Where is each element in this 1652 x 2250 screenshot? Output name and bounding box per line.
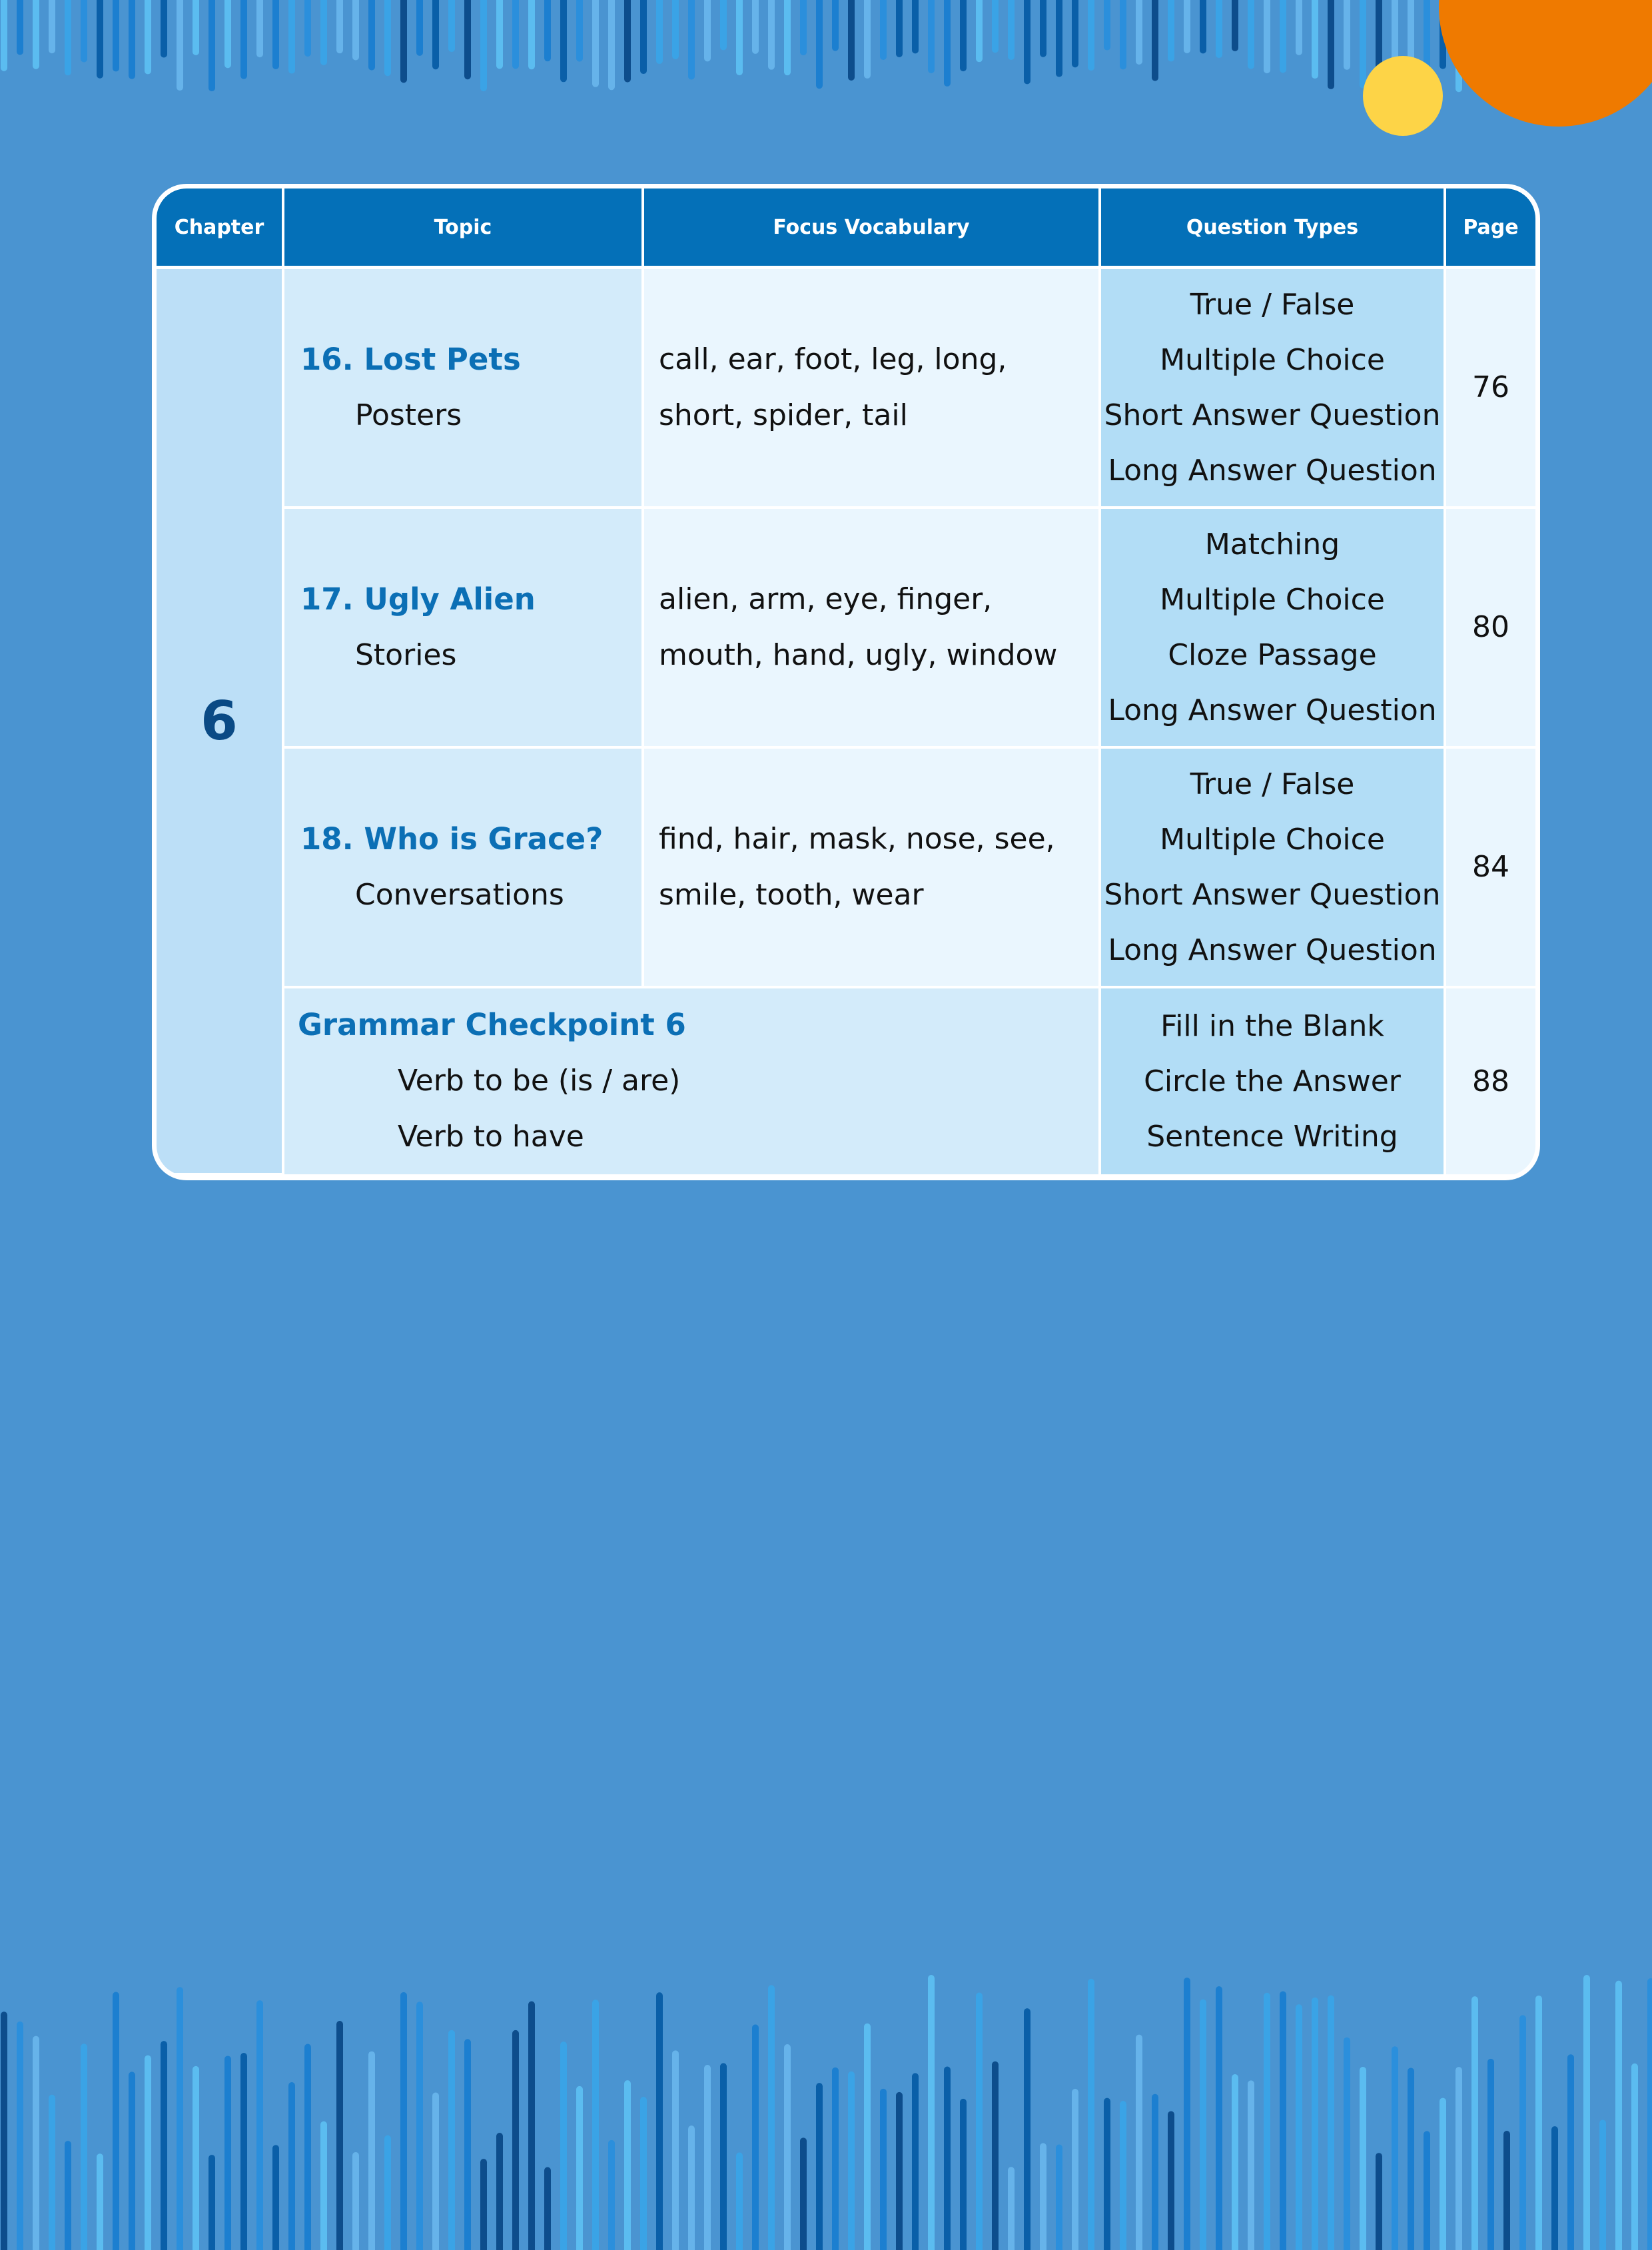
question-type: Sentence Writing <box>1146 1119 1398 1154</box>
question-type: True / False <box>1190 287 1355 322</box>
question-type: Long Answer Question <box>1108 693 1437 727</box>
header-chapter: Chapter <box>157 188 283 268</box>
question-type: True / False <box>1190 767 1355 801</box>
question-type: Circle the Answer <box>1144 1064 1401 1098</box>
page-number: 84 <box>1445 747 1535 987</box>
grammar-title: Grammar Checkpoint 6 <box>298 1007 686 1043</box>
question-types-cell <box>1100 747 1445 987</box>
topic-cell <box>283 508 643 747</box>
question-type: Multiple Choice <box>1160 582 1385 617</box>
question-types-cell <box>1100 268 1445 508</box>
topic-subtitle: Stories <box>355 637 457 672</box>
vocabulary-cell: find, hair, mask, nose, see, smile, tooth, wear <box>643 747 1100 987</box>
vocabulary-cell: call, ear, foot, leg, long, short, spider, tail <box>643 268 1100 508</box>
header-topic: Topic <box>283 188 643 268</box>
topic-title: 17. Ugly Alien <box>300 581 536 617</box>
question-types-cell <box>1100 508 1445 747</box>
question-type: Matching <box>1204 527 1340 562</box>
header-question-types: Question Types <box>1100 188 1445 268</box>
question-type: Short Answer Question <box>1104 877 1441 912</box>
question-type: Long Answer Question <box>1108 933 1437 967</box>
vocabulary-cell: alien, arm, eye, finger, mouth, hand, ugly, window <box>643 508 1100 747</box>
table-row <box>157 747 1535 987</box>
header-row <box>157 188 1535 268</box>
bottom-stripes-decoration <box>0 1952 1652 2250</box>
contents-table-card <box>152 184 1540 1180</box>
topic-subtitle: Posters <box>355 398 462 432</box>
question-type: Long Answer Question <box>1108 453 1437 488</box>
table-row <box>157 508 1535 747</box>
question-types-cell <box>1100 987 1445 1175</box>
topic-title: 16. Lost Pets <box>300 341 521 377</box>
topic-title: 18. Who is Grace? <box>300 821 604 857</box>
chapter-number: 6 <box>157 268 283 1175</box>
page-number: 76 <box>1445 268 1535 508</box>
orange-circle-decoration <box>1439 0 1652 127</box>
topic-cell <box>283 747 643 987</box>
page-number: 80 <box>1445 508 1535 747</box>
question-type: Multiple Choice <box>1160 822 1385 857</box>
header-vocabulary: Focus Vocabulary <box>643 188 1100 268</box>
question-type: Short Answer Question <box>1104 398 1441 432</box>
question-type: Multiple Choice <box>1160 342 1385 377</box>
topic-subtitle: Conversations <box>355 877 564 912</box>
contents-table <box>157 188 1535 1176</box>
table-row <box>157 268 1535 508</box>
question-type: Fill in the Blank <box>1160 1008 1384 1043</box>
grammar-line: Verb to be (is / are) <box>398 1064 681 1098</box>
grammar-line: Verb to have <box>398 1120 584 1154</box>
grammar-row <box>157 987 1535 1175</box>
question-type: Cloze Passage <box>1168 637 1377 672</box>
yellow-circle-decoration <box>1363 56 1443 136</box>
header-page: Page <box>1445 188 1535 268</box>
topic-cell <box>283 268 643 508</box>
page-number: 88 <box>1445 987 1535 1175</box>
grammar-checkpoint-cell <box>283 987 1100 1175</box>
